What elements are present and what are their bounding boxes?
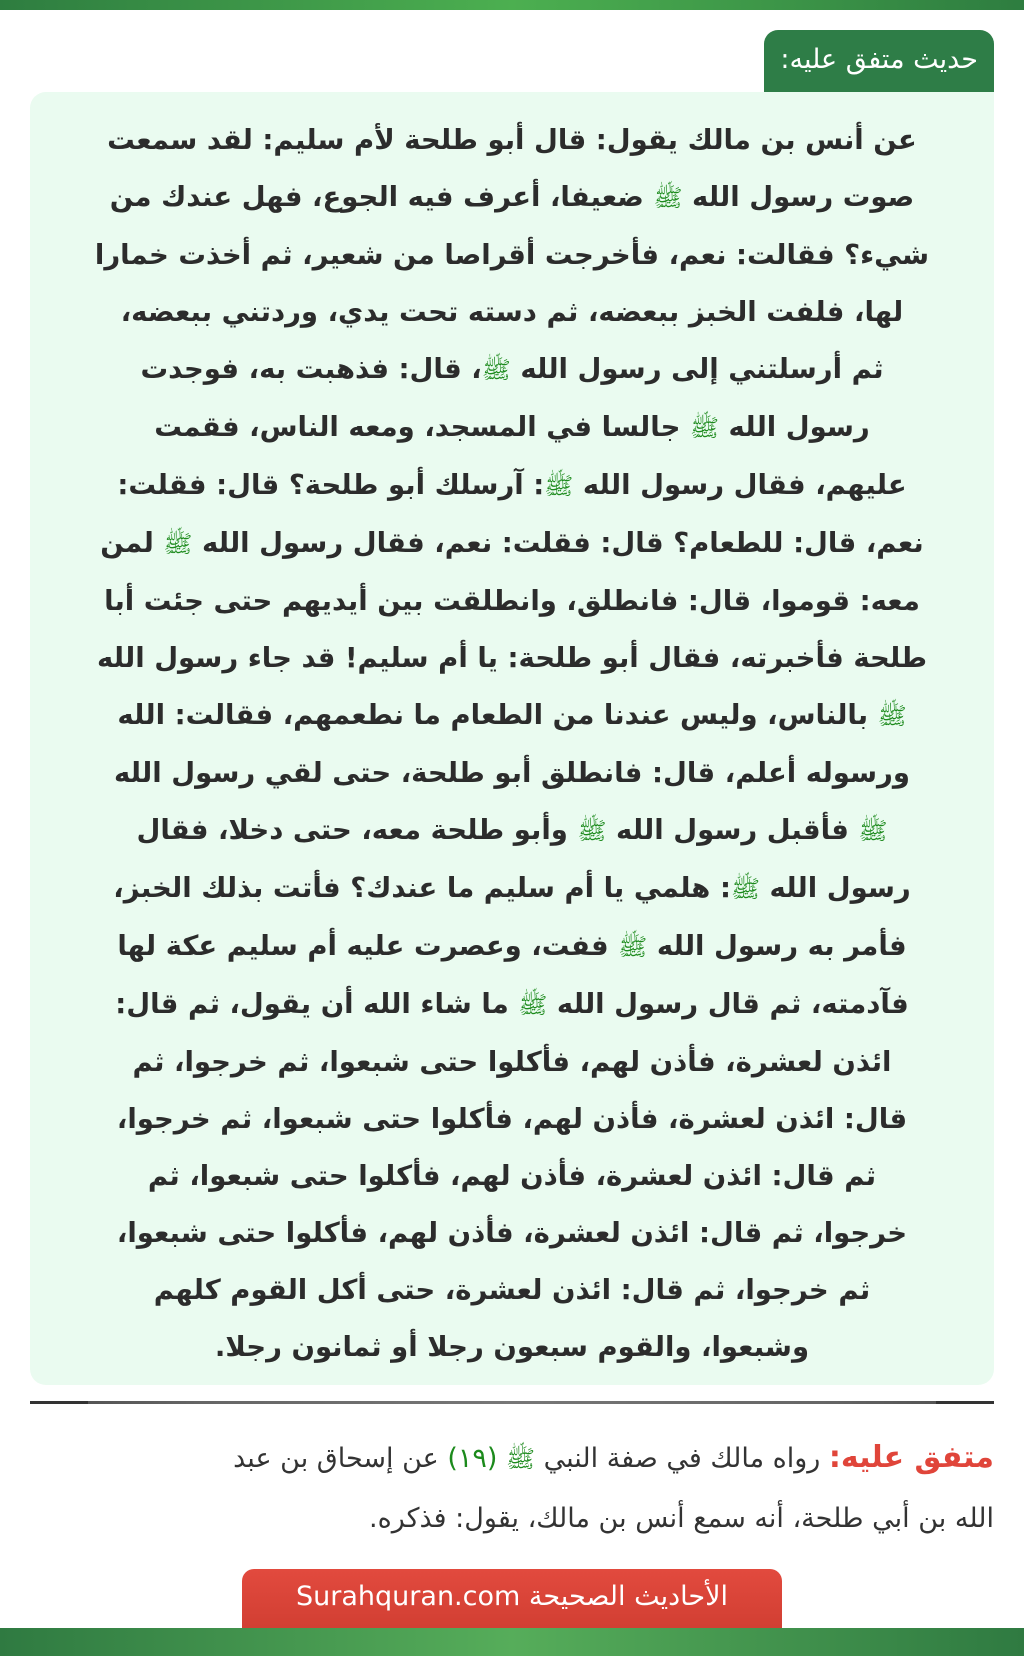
source-text: عن إسحاق بن عبد <box>233 1443 439 1474</box>
hadith-segment: عليهم، فقال رسول الله <box>573 469 907 501</box>
hadith-segment: بالناس، وليس عندنا من الطعام ما نطعمهم، فقالت: الله <box>117 699 878 731</box>
hadith-segment: ثم خرجوا، ثم قال: ائذن لعشرة، حتى أكل القوم كلهم <box>153 1274 871 1306</box>
hadith-line <box>52 341 972 399</box>
hadith-line <box>52 802 972 860</box>
hadith-line <box>52 169 972 227</box>
hadith-text <box>52 112 972 1376</box>
hadith-segment: جالسا في المسجد، ومعه الناس، فقمت <box>154 411 690 443</box>
hadith-segment: فأمر به رسول الله <box>647 930 907 962</box>
hadith-line <box>52 573 972 630</box>
salawat-icon: ﷺ <box>506 1445 536 1473</box>
hadith-line <box>52 112 972 169</box>
hadith-segment: : آرسلك أبو طلحة؟ قال: فقلت: <box>117 469 545 501</box>
salawat-icon: ﷺ <box>653 184 683 212</box>
hadith-line <box>52 1205 972 1262</box>
hadith-segment: معه: قوموا، قال: فانطلق، وانطلقت بين أيديهم حتى جئت أبا <box>104 585 920 617</box>
hadith-line <box>52 1091 972 1148</box>
hadith-line <box>52 745 972 802</box>
hadith-segment: شيء؟ فقالت: نعم، فأخرجت أقراصا من شعير، ثم أخذت خمارا <box>94 239 930 271</box>
hadith-segment: رسول الله <box>718 411 870 443</box>
hadith-line <box>52 284 972 341</box>
hadith-segment: ورسوله أعلم، قال: فانطلق أبو طلحة، حتى لقي رسول الله <box>114 757 910 789</box>
hadith-segment: طلحة فأخبرته، فقال أبو طلحة: يا أم سليم! قد جاء رسول الله <box>96 642 928 674</box>
hadith-segment: ائذن لعشرة، فأذن لهم، فأكلوا حتى شبعوا، ثم خرجوا، ثم <box>132 1046 892 1078</box>
hadith-segment: قال: ائذن لعشرة، فأذن لهم، فأكلوا حتى شبعوا، ثم خرجوا، <box>116 1103 908 1135</box>
hadith-box <box>30 92 994 1385</box>
hadith-segment: لها، فلفت الخبز ببعضه، ثم دسته تحت يدي، وردتني ببعضه، <box>120 296 904 328</box>
salawat-icon: ﷺ <box>689 414 719 442</box>
source-number: (١٩) <box>438 1443 507 1474</box>
hadith-segment: فأقبل رسول الله <box>606 814 859 846</box>
hadith-segment: نعم، قال: للطعام؟ قال: فقلت: نعم، فقال رسول الله <box>192 527 924 559</box>
hadith-segment: ففت، وعصرت عليه أم سليم عكة لها <box>117 930 619 962</box>
bottom-decorative-bar <box>0 1628 1024 1656</box>
hadith-segment: رسول الله <box>759 872 911 904</box>
source-line-2: الله بن أبي طلحة، أنه سمع أنس بن مالك، يقول: فذكره. <box>369 1503 994 1534</box>
hadith-line <box>52 227 972 284</box>
divider <box>30 1401 994 1404</box>
hadith-segment: ثم قال: ائذن لعشرة، فأذن لهم، فأكلوا حتى شبعوا، ثم <box>147 1160 877 1192</box>
hadith-segment: عن أنس بن مالك يقول: قال أبو طلحة لأم سليم: لقد سمعت <box>107 124 917 156</box>
salawat-icon: ﷺ <box>163 530 193 558</box>
salawat-icon: ﷺ <box>544 472 574 500</box>
hadith-segment: ضعيفا، أعرف فيه الجوع، فهل عندك من <box>109 181 654 213</box>
salawat-icon: ﷺ <box>730 875 760 903</box>
salawat-icon: ﷺ <box>618 933 648 961</box>
hadith-segment: ، قال: فذهبت به، فوجدت <box>140 353 482 385</box>
hadith-line <box>52 860 972 918</box>
salawat-icon: ﷺ <box>518 991 548 1019</box>
hadith-line <box>52 515 972 573</box>
hadith-segment: خرجوا، ثم قال: ائذن لعشرة، فأذن لهم، فأكلوا حتى شبعوا، <box>116 1217 908 1249</box>
source-line-1 <box>30 1428 994 1489</box>
hadith-line <box>52 1034 972 1091</box>
source-citation <box>30 1428 994 1548</box>
salawat-icon: ﷺ <box>577 817 607 845</box>
hadith-line <box>52 1148 972 1205</box>
hadith-segment: ثم أرسلتني إلى رسول الله <box>510 353 884 385</box>
source-text: رواه مالك في صفة النبي <box>535 1443 829 1474</box>
hadith-line <box>52 687 972 745</box>
hadith-line <box>52 976 972 1034</box>
hadith-segment: وأبو طلحة معه، حتى دخلا، فقال <box>136 814 578 846</box>
hadith-line <box>52 630 972 687</box>
hadith-line <box>52 918 972 976</box>
hadith-segment: صوت رسول الله <box>682 181 915 213</box>
hadith-segment: ما شاء الله أن يقول، ثم قال: <box>115 988 519 1020</box>
salawat-icon: ﷺ <box>877 702 907 730</box>
hadith-line <box>52 1319 972 1376</box>
hadith-segment: فآدمته، ثم قال رسول الله <box>547 988 909 1020</box>
source-label: متفق عليه: <box>828 1440 994 1475</box>
hadith-line <box>52 399 972 457</box>
hadith-line <box>52 1262 972 1319</box>
salawat-icon: ﷺ <box>481 356 511 384</box>
salawat-icon: ﷺ <box>858 817 888 845</box>
top-decorative-bar <box>0 0 1024 10</box>
brand-link-button[interactable]: الأحاديث الصحيحة Surahquran.com <box>242 1569 782 1637</box>
hadith-segment: لمن <box>100 527 164 559</box>
hadith-segment: وشبعوا، والقوم سبعون رجلا أو ثمانون رجلا. <box>214 1331 810 1363</box>
page-title: حديث متفق عليه: <box>764 30 994 92</box>
hadith-segment: : هلمي يا أم سليم ما عندك؟ فأتت بذلك الخبز، <box>113 872 731 904</box>
hadith-line <box>52 457 972 515</box>
